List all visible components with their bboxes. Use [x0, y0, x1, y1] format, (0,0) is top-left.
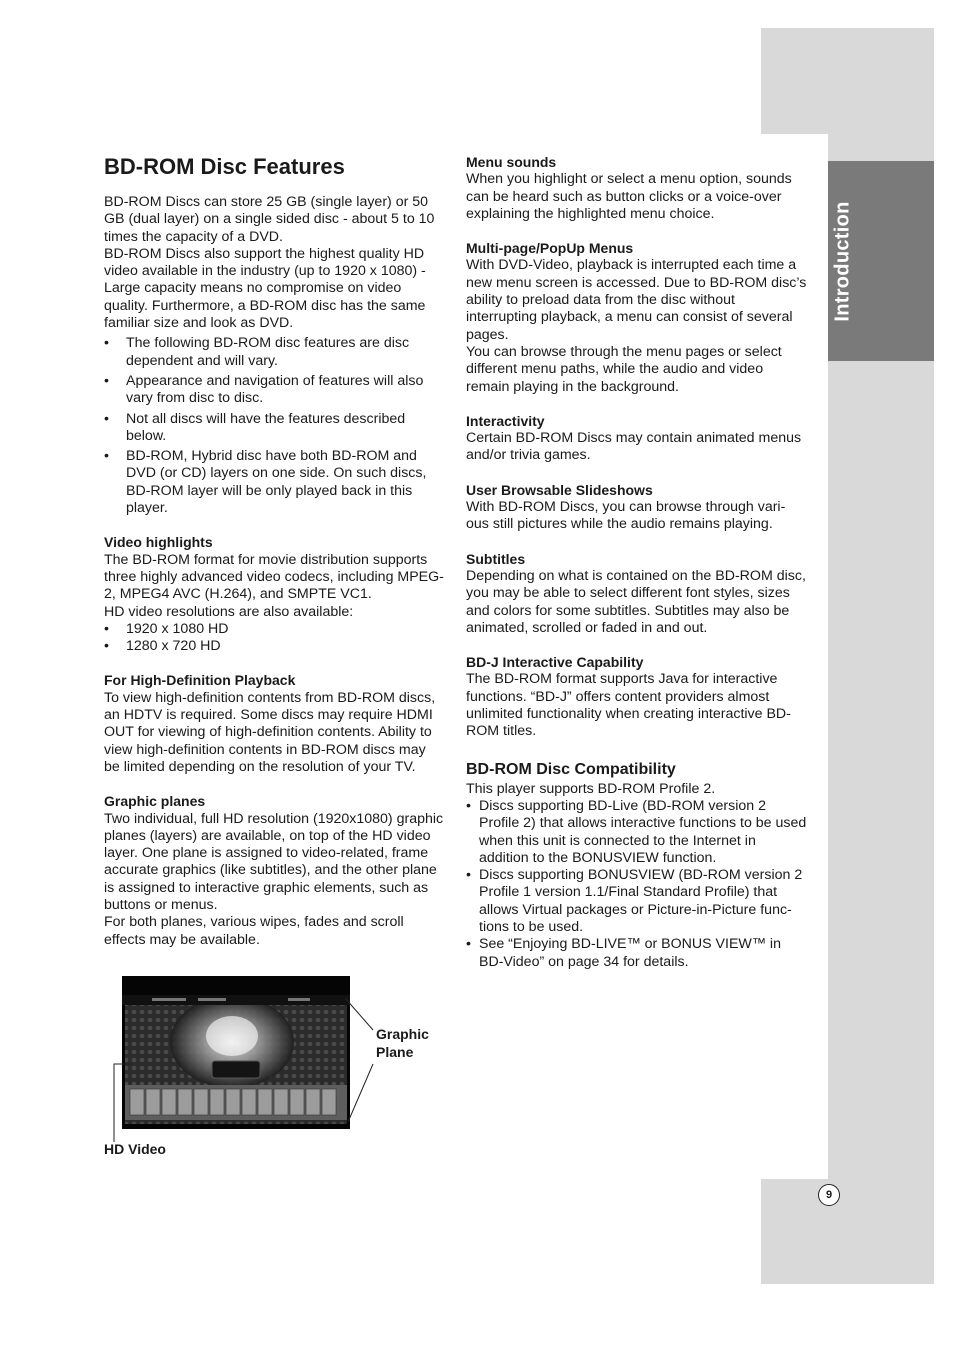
page-number: 9 [818, 1184, 840, 1206]
list-item: • Discs supporting BD-Live (BD-ROM version 2 Profile 2) that allows interactive functions to be used when this unit is connected to the Internet in addition to the BONUSVIEW function. [466, 798, 808, 867]
compatibility-title: BD-ROM Disc Compatibility [466, 760, 676, 778]
section-text: Certain BD-ROM Discs may contain animated menus and/or trivia games. [466, 430, 802, 464]
right-column [466, 154, 808, 971]
section-text: The BD-ROM format for movie distribution supports three highly advanced video codecs, including MPEG-2, MPEG4 AVC (H.264), and SMPTE VC1. [104, 551, 444, 603]
graphic-plane-label: Graphic Plane [376, 1026, 429, 1060]
section-text: For both planes, various wipes, fades and scroll effects may be available. [104, 914, 404, 948]
section-text: Two individual, full HD resolution (1920x1080) graphic planes (layers) are available, on top of the HD video layer. One plane is assigned to video-related, frame accurate graphics (like subtitles), and the other plane is assigned to interactive graphic elements, such as buttons or menus. [104, 810, 444, 913]
compatibility-intro: This player supports BD-ROM Profile 2. [466, 780, 716, 797]
page-title: BD-ROM Disc Features [104, 154, 345, 179]
section-text: When you highlight or select a menu option, sounds can be heard such as button clicks or a voice-over explaining the highlighted menu choice. [466, 171, 792, 222]
section-heading: BD-J Interactive Capability [466, 654, 644, 671]
section-text: With BD-ROM Discs, you can browse through vari-ous still pictures while the audio remains playing. [466, 499, 786, 533]
section-heading: Subtitles [466, 550, 526, 567]
intro-paragraph: BD-ROM Discs can store 25 GB (single layer) or 50 GB (dual layer) on a single sided disc - about 5 to 10 times the capacity of a DVD. [104, 194, 435, 245]
section-text: You can browse through the menu pages or select different menu paths, while the audio and video remain playing in the background. [466, 343, 782, 395]
section-heading: Multi-page/PopUp Menus [466, 240, 634, 257]
section-heading: Interactivity [466, 412, 545, 429]
section-heading: Menu sounds [466, 154, 557, 170]
section-text: Depending on what is contained on the BD-ROM disc, you may be able to select different font styles, sizes and colors for some subtitles. Subtitles may also be animated, scrolled or faded in and out. [466, 567, 806, 636]
list-item: • 1920 x 1080 HD [104, 621, 444, 638]
section-heading: User Browsable Slideshows [466, 481, 653, 498]
list-item: • Discs supporting BONUSVIEW (BD-ROM version 2 Profile 1 version 1.1/Final Standard Profile) that allows Virtual packages or Picture-in-Picture func-tions to be used. [466, 867, 808, 936]
intro-paragraph: BD-ROM Discs also support the highest quality HD video available in the industry (up to 1920 x 1080) - Large capacity means no compromise on video quality. Furthermore, a BD-ROM disc has the same familiar size and look as DVD. [104, 245, 426, 332]
section-text: With DVD-Video, playback is interrupted each time a new menu screen is accessed. Due to BD-ROM disc’s ability to preload data from the disc without interrupting playback, a menu can consist of several pages. [466, 257, 807, 343]
section-text: To view high-definition contents from BD-ROM discs, an HDTV is required. Some discs may require HDMI OUT for viewing of high-definition contents. Ability to view high-definition contents in BD-ROM discs may be limited depending on the resolution of your TV. [104, 689, 436, 775]
list-item: • See “Enjoying BD-LIVE™ or BONUS VIEW™ in BD-Video” on page 34 for details. [466, 936, 808, 971]
section-heading: Video highlights [104, 534, 213, 551]
section-text: HD video resolutions are also available: [104, 603, 354, 620]
section-tab-label: Introduction [831, 200, 854, 322]
list-item: • BD-ROM, Hybrid disc have both BD-ROM and DVD (or CD) layers on one side. On such discs, BD-ROM layer will be only played back in this player. [104, 448, 444, 517]
list-item: • The following BD-ROM disc features are disc dependent and will vary. [104, 335, 444, 370]
list-item: • Not all discs will have the features described below. [104, 411, 444, 446]
list-item: • 1280 x 720 HD [104, 638, 444, 655]
list-item: • Appearance and navigation of features will also vary from disc to disc. [104, 373, 444, 408]
compatibility-list [466, 798, 808, 971]
section-heading: Graphic planes [104, 793, 206, 810]
section-text: The BD-ROM format supports Java for interactive functions. “BD-J” offers content providers almost unlimited functionality when creating interactive BD-ROM titles. [466, 671, 791, 740]
section-heading: For High-Definition Playback [104, 672, 296, 689]
hd-video-label: HD Video [104, 1141, 166, 1157]
